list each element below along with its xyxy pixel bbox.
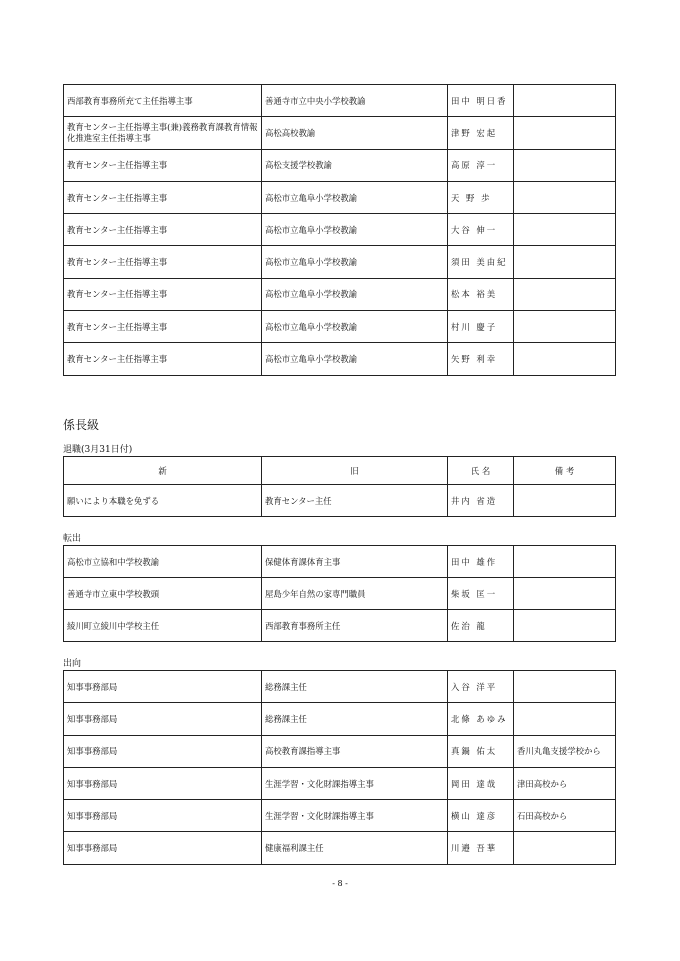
header-row xyxy=(64,457,616,485)
name-cell: 大谷 伸一 xyxy=(448,214,514,246)
page-number: - 8 - xyxy=(332,879,348,888)
name-cell: 入谷 洋平 xyxy=(448,671,514,703)
new-post-cell: 高松市立協和中学校教諭 xyxy=(64,546,262,578)
note-cell xyxy=(514,311,616,343)
old-post-cell: 総務課主任 xyxy=(262,671,448,703)
old-post-cell: 高松高校教諭 xyxy=(262,117,448,149)
note-cell xyxy=(514,546,616,578)
note-cell: 石田高校から xyxy=(514,800,616,832)
name-cell: 津野 宏起 xyxy=(448,117,514,149)
new-post-cell: 知事事務部局 xyxy=(64,800,262,832)
header-name: 氏 名 xyxy=(448,457,514,485)
name-cell: 田中 明日香 xyxy=(448,85,514,117)
header-note: 備 考 xyxy=(514,457,616,485)
new-post-cell: 知事事務部局 xyxy=(64,671,262,703)
new-post-cell: 西部教育事務所充て主任指導主事 xyxy=(64,85,262,117)
section-title: 係長級 xyxy=(63,418,100,432)
name-cell: 天 野 歩 xyxy=(448,181,514,213)
header-old: 旧 xyxy=(262,457,448,485)
old-post-cell: 高松市立亀阜小学校教諭 xyxy=(262,311,448,343)
table-row xyxy=(64,610,616,642)
old-post-cell: 高松市立亀阜小学校教諭 xyxy=(262,246,448,278)
old-post-cell: 教育センター主任 xyxy=(262,485,448,517)
name-cell: 佐治 龍 xyxy=(448,610,514,642)
new-post-cell: 知事事務部局 xyxy=(64,832,262,864)
new-post-cell: 教育センター主任指導主事 xyxy=(64,246,262,278)
name-cell: 村川 慶子 xyxy=(448,311,514,343)
old-post-cell: 総務課主任 xyxy=(262,703,448,735)
old-post-cell: 高松支援学校教諭 xyxy=(262,149,448,181)
note-cell xyxy=(514,181,616,213)
new-post-cell: 知事事務部局 xyxy=(64,703,262,735)
name-cell: 真鍋 佑太 xyxy=(448,735,514,767)
note-cell xyxy=(514,610,616,642)
table-row xyxy=(64,85,616,117)
new-post-cell: 教育センター主任指導主事 xyxy=(64,278,262,310)
note-cell: 津田高校から xyxy=(514,767,616,799)
note-cell xyxy=(514,214,616,246)
old-post-cell: 高松市立亀阜小学校教諭 xyxy=(262,214,448,246)
table-row xyxy=(64,767,616,799)
note-cell xyxy=(514,832,616,864)
old-post-cell: 善通寺市立中央小学校教諭 xyxy=(262,85,448,117)
new-post-cell: 教育センター主任指導主事 xyxy=(64,214,262,246)
note-cell xyxy=(514,703,616,735)
table-row xyxy=(64,246,616,278)
new-post-cell: 善通寺市立東中学校教頭 xyxy=(64,578,262,610)
old-post-cell: 生涯学習・文化財課指導主事 xyxy=(262,767,448,799)
new-post-cell: 願いにより本職を免ずる xyxy=(64,485,262,517)
new-post-cell: 教育センター主任指導主事(兼)義務教育課教育情報化推進室主任指導主事 xyxy=(64,117,262,149)
name-cell: 井内 省造 xyxy=(448,485,514,517)
note-cell xyxy=(514,343,616,375)
new-post-cell: 教育センター主任指導主事 xyxy=(64,181,262,213)
note-cell xyxy=(514,117,616,149)
transfer-table xyxy=(63,545,616,642)
name-cell: 矢野 利幸 xyxy=(448,343,514,375)
note-cell xyxy=(514,85,616,117)
table-row xyxy=(64,343,616,375)
table-row xyxy=(64,671,616,703)
new-post-cell: 教育センター主任指導主事 xyxy=(64,149,262,181)
new-post-cell: 綾川町立綾川中学校主任 xyxy=(64,610,262,642)
table-row xyxy=(64,149,616,181)
table-row xyxy=(64,181,616,213)
secondment-label: 出向 xyxy=(63,659,82,669)
note-cell xyxy=(514,578,616,610)
table-row xyxy=(64,117,616,149)
table-row xyxy=(64,578,616,610)
transfer-label: 転出 xyxy=(63,534,82,544)
name-cell: 松本 裕美 xyxy=(448,278,514,310)
old-post-cell: 高松市立亀阜小学校教諭 xyxy=(262,181,448,213)
table-row xyxy=(64,800,616,832)
table-row xyxy=(64,214,616,246)
new-post-cell: 教育センター主任指導主事 xyxy=(64,343,262,375)
retirement-table xyxy=(63,456,616,517)
old-post-cell: 屋島少年自然の家専門職員 xyxy=(262,578,448,610)
note-cell xyxy=(514,485,616,517)
retire-label: 退職(3月31日付) xyxy=(63,445,133,455)
note-cell xyxy=(514,149,616,181)
name-cell: 高原 淳一 xyxy=(448,149,514,181)
secondment-table xyxy=(63,670,616,865)
old-post-cell: 保健体育課体育主事 xyxy=(262,546,448,578)
old-post-cell: 高校教育課指導主事 xyxy=(262,735,448,767)
table-row xyxy=(64,546,616,578)
name-cell: 柴坂 匡一 xyxy=(448,578,514,610)
table-row xyxy=(64,735,616,767)
new-post-cell: 教育センター主任指導主事 xyxy=(64,311,262,343)
table-row xyxy=(64,485,616,517)
name-cell: 川邉 吾華 xyxy=(448,832,514,864)
old-post-cell: 高松市立亀阜小学校教諭 xyxy=(262,278,448,310)
note-cell xyxy=(514,278,616,310)
name-cell: 北條 あゆみ xyxy=(448,703,514,735)
old-post-cell: 西部教育事務所主任 xyxy=(262,610,448,642)
old-post-cell: 高松市立亀阜小学校教諭 xyxy=(262,343,448,375)
appointments-table-senior xyxy=(63,84,616,376)
name-cell: 田中 雄作 xyxy=(448,546,514,578)
old-post-cell: 生涯学習・文化財課指導主事 xyxy=(262,800,448,832)
old-post-cell: 健康福利課主任 xyxy=(262,832,448,864)
table-row xyxy=(64,311,616,343)
note-cell xyxy=(514,246,616,278)
note-cell xyxy=(514,671,616,703)
table-row xyxy=(64,832,616,864)
table-row xyxy=(64,278,616,310)
table-row xyxy=(64,703,616,735)
new-post-cell: 知事事務部局 xyxy=(64,735,262,767)
name-cell: 須田 美由紀 xyxy=(448,246,514,278)
name-cell: 横山 達彦 xyxy=(448,800,514,832)
name-cell: 岡田 達哉 xyxy=(448,767,514,799)
note-cell: 香川丸亀支援学校から xyxy=(514,735,616,767)
header-new: 新 xyxy=(64,457,262,485)
new-post-cell: 知事事務部局 xyxy=(64,767,262,799)
